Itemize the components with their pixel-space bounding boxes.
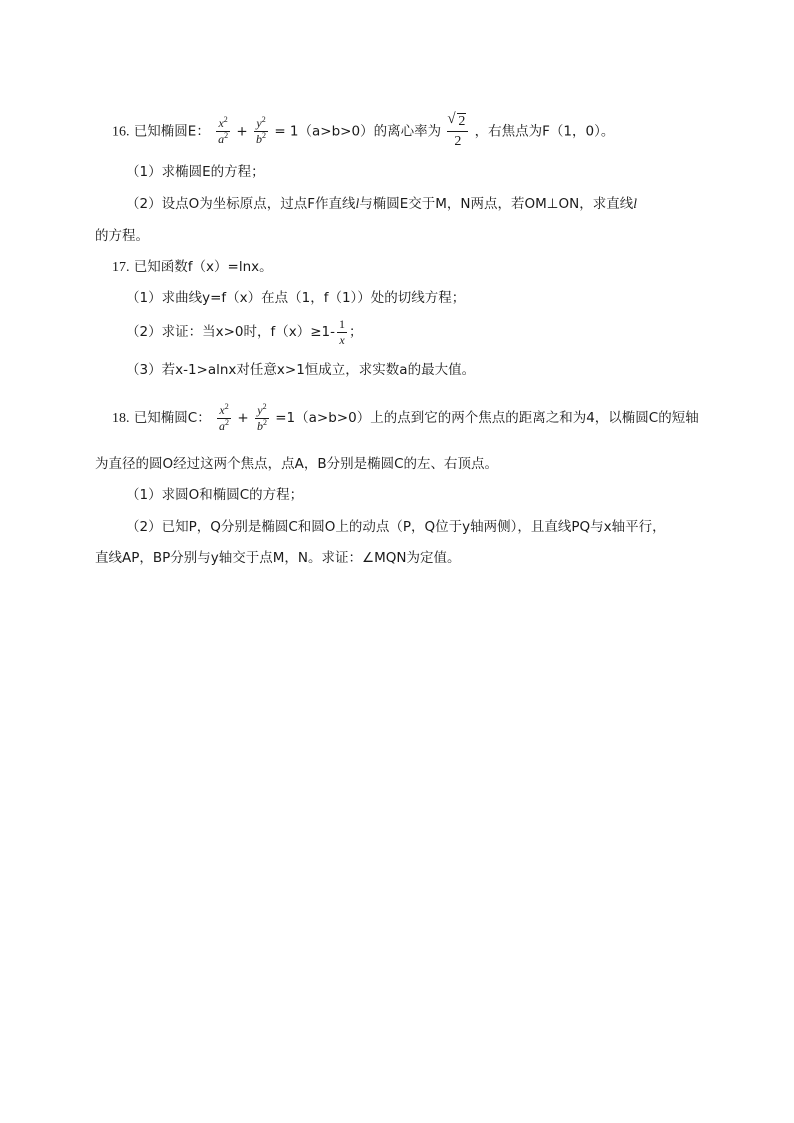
q18-part1: （1）求圆O和椭圆C的方程； — [126, 487, 304, 503]
q18-plus: + — [237, 410, 249, 426]
q17-part2: （2）求证：当x>0时，f（x）≥1- $\frac{1}{x}$ ； — [126, 316, 363, 347]
q17-number: 17. — [112, 260, 130, 275]
q18-lead: 已知椭圆C： — [133, 410, 211, 426]
q18-stem-continued: 为直径的圆O经过这两个焦点，点A，B分别是椭圆C的左、右顶点。 — [95, 456, 499, 472]
q18-number: 18. — [112, 411, 130, 426]
q18-part2: （2）已知P，Q分别是椭圆C和圆O上的动点（P，Q位于y轴两侧），且直线PQ与x轴平行， — [126, 519, 666, 535]
q16-tail: ，右焦点为F（1，0）。 — [474, 123, 615, 140]
q16-plus: + — [236, 123, 248, 140]
q16-fraction-x: $\frac{x^2}{a^2}$ — [218, 115, 229, 146]
q16-stem — [112, 112, 615, 149]
q16-part1: （1）求椭圆E的方程； — [126, 164, 265, 180]
q17-part3: （3）若x-1>alnx对任意x>1恒成立，求实数a的最大值。 — [126, 362, 476, 378]
q17-lead: 已知函数f（x）=lnx。 — [133, 259, 273, 275]
q16-fraction-y: $\frac{y^2}{b^2}$ — [256, 115, 267, 146]
q16-part2-continued: 的方程。 — [95, 228, 149, 244]
q18-fraction-y: $\frac{y^2}{b^2}$ — [256, 401, 267, 433]
q16-lead: 已知椭圆E： — [133, 123, 210, 140]
q18-fraction-x: $\frac{x^2}{a^2}$ — [219, 401, 230, 433]
line-l-symbol: l — [355, 196, 360, 211]
q17-stem — [112, 257, 273, 278]
q18-stem — [112, 401, 699, 435]
q17-fraction-1-over-x: $\frac{1}{x}$ — [339, 316, 345, 347]
q16-eccentricity: √ $\frac{2}{2}$ — [447, 112, 468, 151]
q18-part2-continued: 直线AP，BP分别与y轴交于点M，N。求证：∠MQN为定值。 — [95, 550, 461, 566]
line-l-symbol: l — [633, 196, 638, 211]
q16-equation-condition: = 1（a>b>0）的离心率为 — [274, 123, 442, 140]
q17-part1: （1）求曲线y=f（x）在点（1，f（1））处的切线方程； — [126, 290, 466, 306]
q16-part2: （2）设点O为坐标原点，过点F作直线l与椭圆E交于M，N两点，若OM⊥ON，求直线l — [126, 196, 638, 212]
q16-number: 16. — [112, 124, 130, 140]
q18-equation-condition: =1（a>b>0）上的点到它的两个焦点的距离之和为4，以椭圆C的短轴 — [275, 410, 699, 426]
